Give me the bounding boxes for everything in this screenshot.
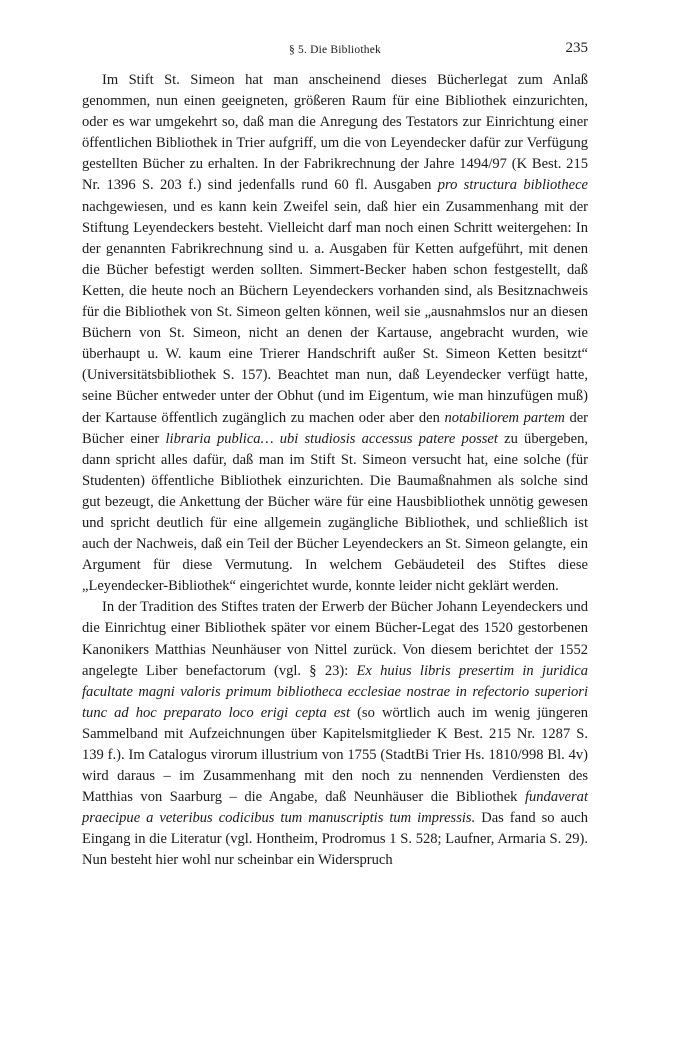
page-number: 235 <box>565 40 588 56</box>
latin-quote: notabiliorem partem <box>444 409 565 426</box>
paragraph <box>82 70 588 597</box>
body-text <box>82 70 588 872</box>
text-run: In der Tradition des Stiftes traten der Erwerb der Bücher Johann Leyendeckers und die Einrichtug einer Bibliothek später vor einem Bücher-Legat des 1520 gestorbenen Kanonikers Matthias Neunhäuser von Nittel zurück. Von diesem berichtet der 1552 angelegte Liber benefactorum (vgl. § 23): <box>82 599 588 679</box>
text-run: Das fand so auch Eingang in die Literatur (vgl. Hontheim, Prodromus 1 S. 528; Laufner, Armaria S. 29). Nun besteht hier wohl nur scheinbar ein Widerspruch <box>82 810 588 869</box>
running-head <box>82 40 588 62</box>
text-run: Im Stift St. Simeon hat man anscheinend dieses Bücherlegat zum Anlaß genommen, nun einen geeigneten, größeren Raum für eine Bibliothek einzurichten, oder es war umgekehrt so, daß man die Anregung des Testators zur Einrichtung einer öffentlichen Bibliothek in Trier aufgriff, um die von Leyendecker dafür zur Verfügung gestellten Bücher zu erhalten. In der Fabrikrechnung der Jahre 1494/97 (K Best. 215 Nr. 1396 S. 203 f.) sind jedenfalls rund 60 fl. Ausgaben <box>82 72 588 194</box>
latin-quote: libraria publica… ubi studiosis accessus patere posset <box>165 430 498 447</box>
text-run: nachgewiesen, und es kann kein Zweifel sein, daß hier ein Zusammenhang mit der Stiftung Leyendeckers besteht. Vielleicht darf man noch einen Schritt weitergehen: In der genannten Fabrikrechnung sind u. a. Ausgaben für Ketten aufgeführt, mit denen die Bücher befestigt werden sollten. Simmert-Becker haben schon festgestellt, daß Ketten, die heute noch an Büchern Leyendeckers vorhanden sind, als Besitznachweis für die Bibliothek von St. Simeon gelten können, weil sie „ausnahmslos nur an diesen Büchern von St. Simeon, nicht an denen der Kartause, angebracht wurden, wie überhaupt u. W. kaum eine Trierer Handschrift außer St. Simeon Ketten besitzt“ (Universitätsbibliothek S. 157). Beachtet man nun, daß Leyendecker verfügt hatte, seine Bücher entweder unter der Obhut (und im Eigentum, wie man hinzufügen muß) der Kartause öffentlich zugänglich zu machen oder aber den <box>82 198 588 426</box>
latin-quote: pro structura bibliothece <box>437 177 588 194</box>
text-run: zu übergeben, dann spricht alles dafür, daß man im Stift St. Simeon versucht hat, eine solche (für Studenten) öffentliche Bibliothek einzurichten. Die Baumaßnahmen als solche sind gut bezeugt, die Ankettung der Bücher wäre für eine Hausbibliothek unnötig gewesen und spricht deutlich für eine allgemein zugängliche Bibliothek, und schließlich ist auch der Nachweis, daß ein Teil der Bücher Leyendeckers an St. Simeon gelangte, ein Argument für diese Vermutung. In welchem Gebäudeteil des Stiftes diese „Leyendecker-Bibliothek“ eingerichtet wurde, konnte leider nicht geklärt werden. <box>82 430 589 595</box>
text-run: (so wörtlich auch im wenig jüngeren Sammelband mit Aufzeichnungen über Kapitelsmitglieder K Best. 215 Nr. 1287 S. 139 f.). Im Catalogus virorum illustrium von 1755 (StadtBi Trier Hs. 1810/998 Bl. 4v) wird daraus – im Zusammenhang mit den noch zu nennenden Verdiensten des Matthias von Saarburg – die Angabe, daß Neunhäuser die Bibliothek <box>82 704 588 806</box>
latin-quote: Ex huius libris presertim in juridica facultate magni valoris primum bibliotheca ecclesiae nostrae in refectorio superiori tunc ad hoc preparato loco erigi cepta est <box>82 662 589 721</box>
running-title: § 5. Die Bibliothek <box>289 44 381 56</box>
latin-quote: fundaverat praecipue a veteribus codicibus tum manuscriptis tum impressis. <box>82 789 588 827</box>
paragraph <box>82 597 588 871</box>
text-run: der Bücher einer <box>82 409 589 447</box>
